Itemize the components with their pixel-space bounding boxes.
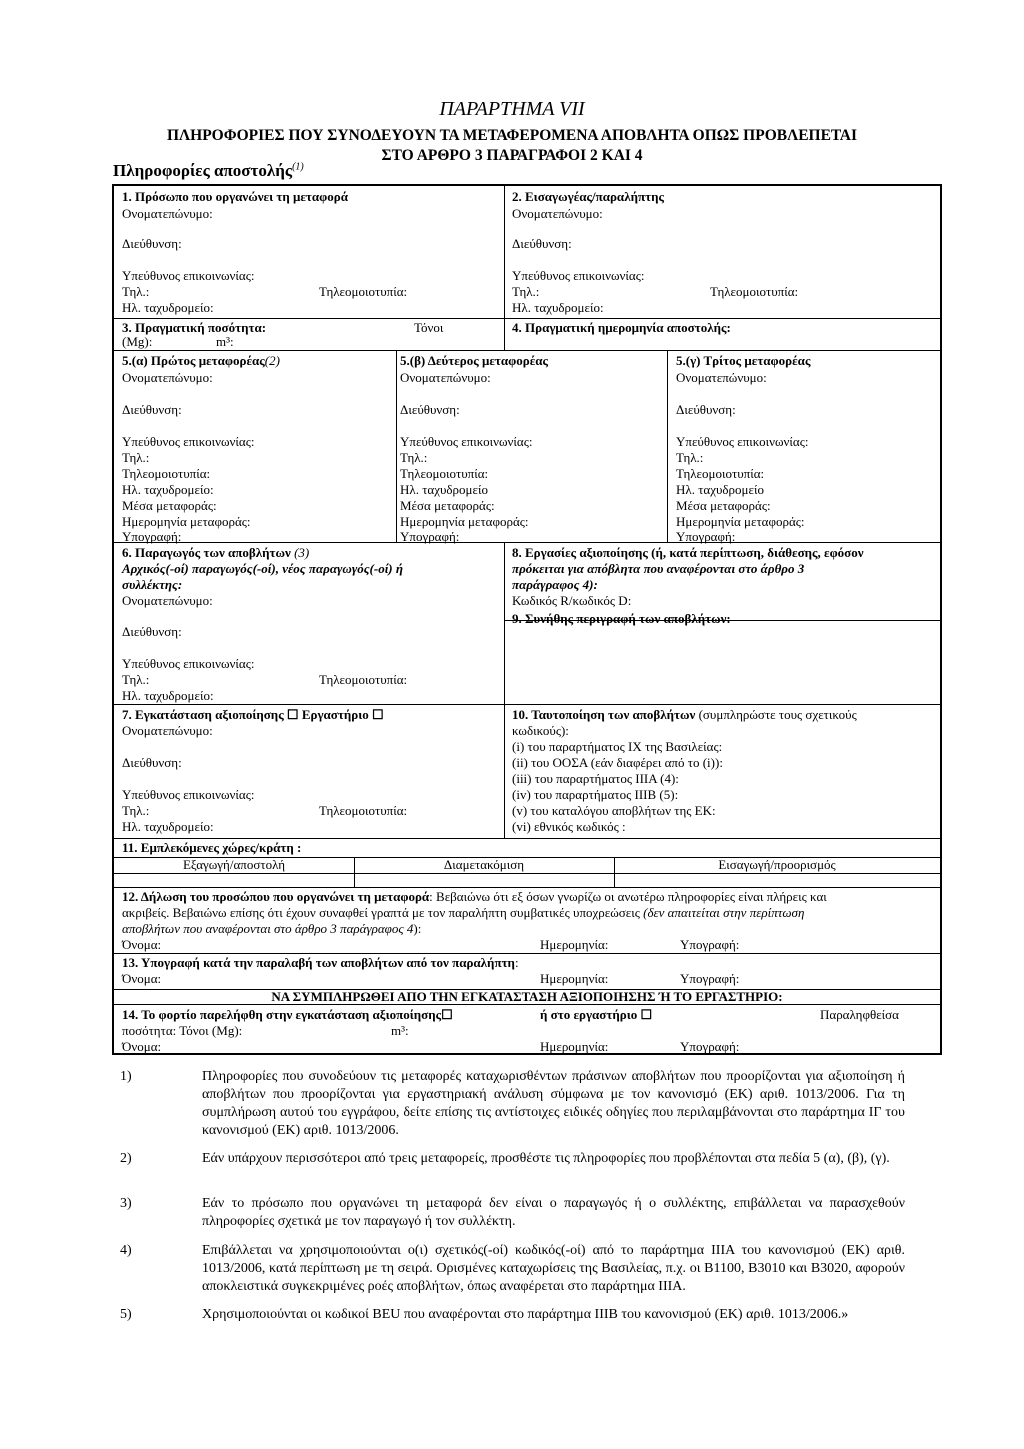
section-2-title: 2. Εισαγωγέας/παραλήπτης — [512, 189, 664, 204]
footnote-2-number: 2) — [120, 1151, 132, 1166]
heading-line-2: ΣΤΟ ΑΡΘΡΟ 3 ΠΑΡΑΓΡΑΦΟΙ 2 ΚΑΙ 4 — [381, 147, 643, 164]
subtitle-text: Πληροφορίες αποστολής — [113, 161, 293, 180]
s6-fax-field[interactable]: Τηλεομοιοτυπία: — [319, 672, 408, 687]
section-6-title: 6. Παραγωγός των αποβλήτων — [122, 545, 291, 560]
s5c-fax-field[interactable]: Τηλεομοιοτυπία: — [676, 466, 765, 481]
section-3-title: 3. Πραγματική ποσότητα: — [122, 320, 267, 335]
section-11-title: 11. Εμπλεκόμενες χώρες/κράτη : — [122, 840, 302, 855]
grid-line — [114, 350, 940, 351]
s14-name-field[interactable]: Όνομα: — [122, 1039, 162, 1054]
s12-signature-field[interactable]: Υπογραφή: — [680, 937, 740, 952]
s5a-date-field[interactable]: Ημερομηνία μεταφοράς: — [122, 514, 251, 529]
footnote-4-text: Επιβάλλεται να χρησιμοποιούνται ο(ι) σχετικός(-οί) κωδικός(-οί) από το παράρτημα IIIA του κανονισμού (ΕΚ) αριθ. 1013/2006, κατά περίπτωση με τη σειρά. Ορισμένες καταχωρίσεις της Βασιλείας, π.χ. οι B1100, B3010 και B3020, αφορούν αποκλειστικά συγκεκριμένες ροές αποβλήτων, όπως αναφέρεται στο παράρτημα IIIA. — [202, 1243, 905, 1294]
section-8-title: 8. Εργασίες αξιοποίησης (ή, κατά περίπτωση, διάθεσης, εφόσον — [512, 545, 864, 560]
s2-email-field[interactable]: Ηλ. ταχυδρομείο: — [512, 300, 604, 315]
s5a-signature-field[interactable]: Υπογραφή: — [122, 529, 182, 544]
s14-m3-field[interactable]: m³: — [391, 1023, 409, 1038]
grid-line — [667, 350, 668, 542]
s6-address-field[interactable]: Διεύθυνση: — [122, 624, 182, 639]
s5a-address-field[interactable]: Διεύθυνση: — [122, 402, 182, 417]
s5a-means-field[interactable]: Μέσα μεταφοράς: — [122, 498, 217, 513]
s6-email-field[interactable]: Ηλ. ταχυδρομείο: — [122, 688, 214, 703]
shipment-form — [112, 184, 942, 1055]
s12-text-2: ακριβείς. Βεβαιώνω επίσης ότι έχουν συναφθεί γραπτά με τον παραλήπτη συμβατικές υποχρεώσεις — [122, 905, 640, 920]
grid-line — [504, 542, 505, 838]
s11-col-import: Εισαγωγή/προορισμός — [718, 857, 836, 872]
s12-name-field[interactable]: Όνομα: — [122, 937, 162, 952]
s7-contact-field[interactable]: Υπεύθυνος επικοινωνίας: — [122, 787, 255, 802]
grid-line — [114, 318, 940, 319]
s8-line-2: πρόκειται για απόβλητα που αναφέρονται στο άρθρο 3 — [512, 561, 805, 576]
grid-line — [114, 838, 940, 839]
s5b-date-field[interactable]: Ημερομηνία μεταφοράς: — [400, 514, 529, 529]
s6-footnote-ref: (3) — [294, 545, 310, 560]
s1-tel-field[interactable]: Τηλ.: — [122, 284, 150, 299]
s10-ec-list-field[interactable]: (v) του καταλόγου αποβλήτων της ΕΚ: — [512, 803, 716, 818]
s5b-email-field[interactable]: Ηλ. ταχυδρομείο — [400, 482, 488, 497]
s13-date-field[interactable]: Ημερομηνία: — [540, 971, 609, 986]
s13-signature-field[interactable]: Υπογραφή: — [680, 971, 740, 986]
s14-received-label: Παραληφθείσα — [820, 1007, 899, 1022]
s5b-means-field[interactable]: Μέσα μεταφοράς: — [400, 498, 495, 513]
s11-import-input[interactable] — [614, 874, 940, 887]
s3-tonnes-label: Τόνοι — [414, 320, 444, 335]
s8-line-3: παράγραφος 4): — [512, 577, 598, 592]
s5b-name-field[interactable]: Ονοματεπώνυμο: — [400, 370, 491, 385]
s2-tel-field[interactable]: Τηλ.: — [512, 284, 540, 299]
s13-colon: : — [514, 955, 519, 970]
s5b-contact-field[interactable]: Υπεύθυνος επικοινωνίας: — [400, 434, 533, 449]
s1-fax-field[interactable]: Τηλεομοιοτυπία: — [319, 284, 408, 299]
grid-line — [114, 953, 940, 954]
s5a-name-field[interactable]: Ονοματεπώνυμο: — [122, 370, 213, 385]
grid-line — [114, 887, 940, 888]
s12-date-field[interactable]: Ημερομηνία: — [540, 937, 609, 952]
section-7-title[interactable]: 7. Εγκατάσταση αξιοποίησης ☐ Εργαστήριο ☐ — [122, 707, 384, 722]
s12-text-1: : Βεβαιώνω ότι εξ όσων γνωρίζω οι ανωτέρω πληροφορίες είναι πλήρεις και — [429, 889, 827, 904]
footnote-4-number: 4) — [120, 1243, 132, 1258]
s7-name-field[interactable]: Ονοματεπώνυμο: — [122, 723, 213, 738]
footnote-1-number: 1) — [120, 1069, 132, 1084]
s5c-address-field[interactable]: Διεύθυνση: — [676, 402, 736, 417]
s10-annex-iiia-field[interactable]: (iii) του παραρτήματος IIIA (4): — [512, 771, 679, 786]
s3-m3-field[interactable]: m³: — [216, 334, 234, 349]
s5b-address-field[interactable]: Διεύθυνση: — [400, 402, 460, 417]
section-4-title[interactable]: 4. Πραγματική ημερομηνία αποστολής: — [512, 320, 731, 335]
shipment-info-subtitle — [113, 161, 304, 181]
s12-text-3-italic: αποβλήτων που αναφέρονται στο άρθρο 3 παράγραφος 4 — [122, 921, 414, 936]
footnote-2-text: Εάν υπάρχουν περισσότεροι από τρεις μεταφορείς, προσθέστε τις πληροφορίες που προβλέπονται στα πεδία 5 (α), (β), (γ). — [202, 1151, 890, 1166]
s7-tel-field[interactable]: Τηλ.: — [122, 803, 150, 818]
s12-text-2-italic: (δεν απαιτείται στην περίπτωση — [643, 905, 805, 920]
s10-national-code-field[interactable]: (vi) εθνικός κωδικός : — [512, 819, 626, 834]
s12-text-3-end: ): — [413, 921, 422, 936]
s6-collector-line: συλλέκτης: — [122, 577, 183, 592]
section-13-title: 13. Υπογραφή κατά την παραλαβή των αποβλήτων από τον παραλήπτη — [122, 955, 515, 970]
footnote-5-number: 5) — [120, 1307, 132, 1322]
section-1-title: 1. Πρόσωπο που οργανώνει τη μεταφορά — [122, 189, 349, 204]
s5b-tel-field[interactable]: Τηλ.: — [400, 450, 428, 465]
s10-annex-iiib-field[interactable]: (iv) του παραρτήματος IIIB (5): — [512, 787, 679, 802]
s7-fax-field[interactable]: Τηλεομοιοτυπία: — [319, 803, 408, 818]
s7-email-field[interactable]: Ηλ. ταχυδρομείο: — [122, 819, 214, 834]
s7-address-field[interactable]: Διεύθυνση: — [122, 755, 182, 770]
s6-producer-line: Αρχικός(-οί) παραγωγός(-οί), νέος παραγωγός(-οί) ή — [122, 561, 404, 576]
s2-contact-field[interactable]: Υπεύθυνος επικοινωνίας: — [512, 268, 645, 283]
s5b-fax-field[interactable]: Τηλεομοιοτυπία: — [400, 466, 489, 481]
s1-address-field[interactable]: Διεύθυνση: — [122, 236, 182, 251]
footnote-5-text: Χρησιμοποιούνται οι κωδικοί BEU που αναφέρονται στο παράρτημα IIIB του κανονισμού (ΕΚ) αριθ. 1013/2006.» — [202, 1307, 849, 1322]
s10-note-2: κωδικούς): — [512, 723, 569, 738]
s11-transit-input[interactable] — [354, 874, 614, 887]
s11-export-input[interactable] — [114, 874, 354, 887]
grid-line — [396, 350, 397, 542]
s2-name-field[interactable]: Ονοματεπώνυμο: — [512, 206, 603, 221]
s5c-contact-field[interactable]: Υπεύθυνος επικοινωνίας: — [676, 434, 809, 449]
s5a-tel-field[interactable]: Τηλ.: — [122, 450, 150, 465]
s5a-fax-field[interactable]: Τηλεομοιοτυπία: — [122, 466, 211, 481]
s5c-means-field[interactable]: Μέσα μεταφοράς: — [676, 498, 771, 513]
footnote-3-number: 3) — [120, 1196, 132, 1211]
section-12-title: 12. Δήλωση του προσώπου που οργανώνει τη μεταφορά — [122, 889, 430, 904]
s8-code-field[interactable]: Κωδικός R/κωδικός D: — [512, 593, 632, 608]
s1-contact-field[interactable]: Υπεύθυνος επικοινωνίας: — [122, 268, 255, 283]
s5b-signature-field[interactable]: Υπογραφή: — [400, 529, 460, 544]
s5a-contact-field[interactable]: Υπεύθυνος επικοινωνίας: — [122, 434, 255, 449]
section-5c-title: 5.(γ) Τρίτος μεταφορέας — [676, 353, 811, 368]
s14-qty-field[interactable]: ποσότητα: Τόνοι (Mg): — [122, 1023, 243, 1038]
annex-title: ΠΑΡΑΡΤΗΜΑ VII — [439, 98, 585, 120]
s5a-footnote-ref: (2) — [264, 353, 280, 368]
s13-name-field[interactable]: Όνομα: — [122, 971, 162, 986]
s1-email-field[interactable]: Ηλ. ταχυδρομείο: — [122, 300, 214, 315]
s1-name-field[interactable]: Ονοματεπώνυμο: — [122, 206, 213, 221]
s11-col-transit: Διαμετακόμιση — [443, 857, 525, 872]
s5c-signature-field[interactable]: Υπογραφή: — [676, 529, 736, 544]
s5c-name-field[interactable]: Ονοματεπώνυμο: — [676, 370, 767, 385]
s6-tel-field[interactable]: Τηλ.: — [122, 672, 150, 687]
heading-line-1: ΠΛΗΡΟΦΟΡΙΕΣ ΠΟΥ ΣΥΝΟΔΕΥΟΥΝ ΤΑ ΜΕΤΑΦΕΡΟΜΕΝΑ ΑΠΟΒΛΗΤΑ ΟΠΩΣ ΠΡΟΒΛΕΠΕΤΑΙ — [166, 127, 857, 144]
s3-mg-field[interactable]: (Mg): — [122, 334, 153, 349]
section-5a-title: 5.(α) Πρώτος μεταφορέας — [122, 353, 265, 368]
s2-fax-field[interactable]: Τηλεομοιοτυπία: — [710, 284, 799, 299]
s10-note: (συμπληρώστε τους σχετικούς — [698, 707, 857, 722]
s5a-email-field[interactable]: Ηλ. ταχυδρομείο: — [122, 482, 214, 497]
s14-signature-field[interactable]: Υπογραφή: — [680, 1039, 740, 1054]
s5c-tel-field[interactable]: Τηλ.: — [676, 450, 704, 465]
grid-line — [114, 704, 940, 705]
subtitle-footnote-ref: (1) — [292, 161, 304, 173]
section-9-title[interactable]: 9. Συνήθης περιγραφή των αποβλήτων: — [512, 611, 731, 626]
section-10-title: 10. Ταυτοποίηση των αποβλήτων — [512, 707, 696, 722]
s6-contact-field[interactable]: Υπεύθυνος επικοινωνίας: — [122, 656, 255, 671]
s5c-email-field[interactable]: Ηλ. ταχυδρομείο — [676, 482, 764, 497]
section-5b-title: 5.(β) Δεύτερος μεταφορέας — [400, 353, 549, 368]
s5c-date-field[interactable]: Ημερομηνία μεταφοράς: — [676, 514, 805, 529]
facility-banner: ΝΑ ΣΥΜΠΛΗΡΩΘΕΙ ΑΠΟ ΤΗΝ ΕΓΚΑΤΑΣΤΑΣΗ ΑΞΙΟΠΟΙΗΣΗΣ Ή ΤΟ ΕΡΓΑΣΤΗΡΙΟ: — [271, 989, 783, 1004]
s10-basel-field[interactable]: (i) του παραρτήματος IX της Βασιλείας: — [512, 739, 723, 754]
footnote-3-text: Εάν το πρόσωπο που οργανώνει τη μεταφορά δεν είναι ο παραγωγός ή ο συλλέκτης, επιβάλλεται να παρασχεθούν πληροφορίες σχετικά με τον παραγωγό ή τον συλλέκτη. — [202, 1196, 905, 1229]
s14-date-field[interactable]: Ημερομηνία: — [540, 1039, 609, 1054]
grid-line — [504, 186, 505, 350]
section-14-title[interactable]: 14. Το φορτίο παρελήφθη στην εγκατάσταση αξιοποίησης☐ — [122, 1007, 453, 1022]
s14-lab-checkbox[interactable]: ή στο εργαστήριο ☐ — [540, 1007, 653, 1022]
s11-col-export: Εξαγωγή/αποστολή — [182, 857, 286, 872]
grid-line — [114, 542, 940, 543]
footnote-1-text: Πληροφορίες που συνοδεύουν τις μεταφορές καταχωρισθέντων πράσινων αποβλήτων που προορίζονται για αξιοποίηση ή αποβλήτων που προορίζονται για εργαστηριακή ανάλυση σύμφωνα με τον κανονισμό (ΕΚ) αριθ. 1013/2006. Για τη συμπλήρωση αυτού του εγγράφου, δείτε επίσης τις αντίστοιχες ειδικές οδηγίες που περιλαμβάνονται στο παράρτημα ΙΓ του κανονισμού (ΕΚ) αριθ. 1013/2006. — [202, 1069, 905, 1138]
s2-address-field[interactable]: Διεύθυνση: — [512, 236, 572, 251]
s6-name-field[interactable]: Ονοματεπώνυμο: — [122, 593, 213, 608]
page-heading — [0, 126, 1024, 166]
s10-oecd-field[interactable]: (ii) του ΟΟΣΑ (εάν διαφέρει από το (i)): — [512, 755, 723, 770]
